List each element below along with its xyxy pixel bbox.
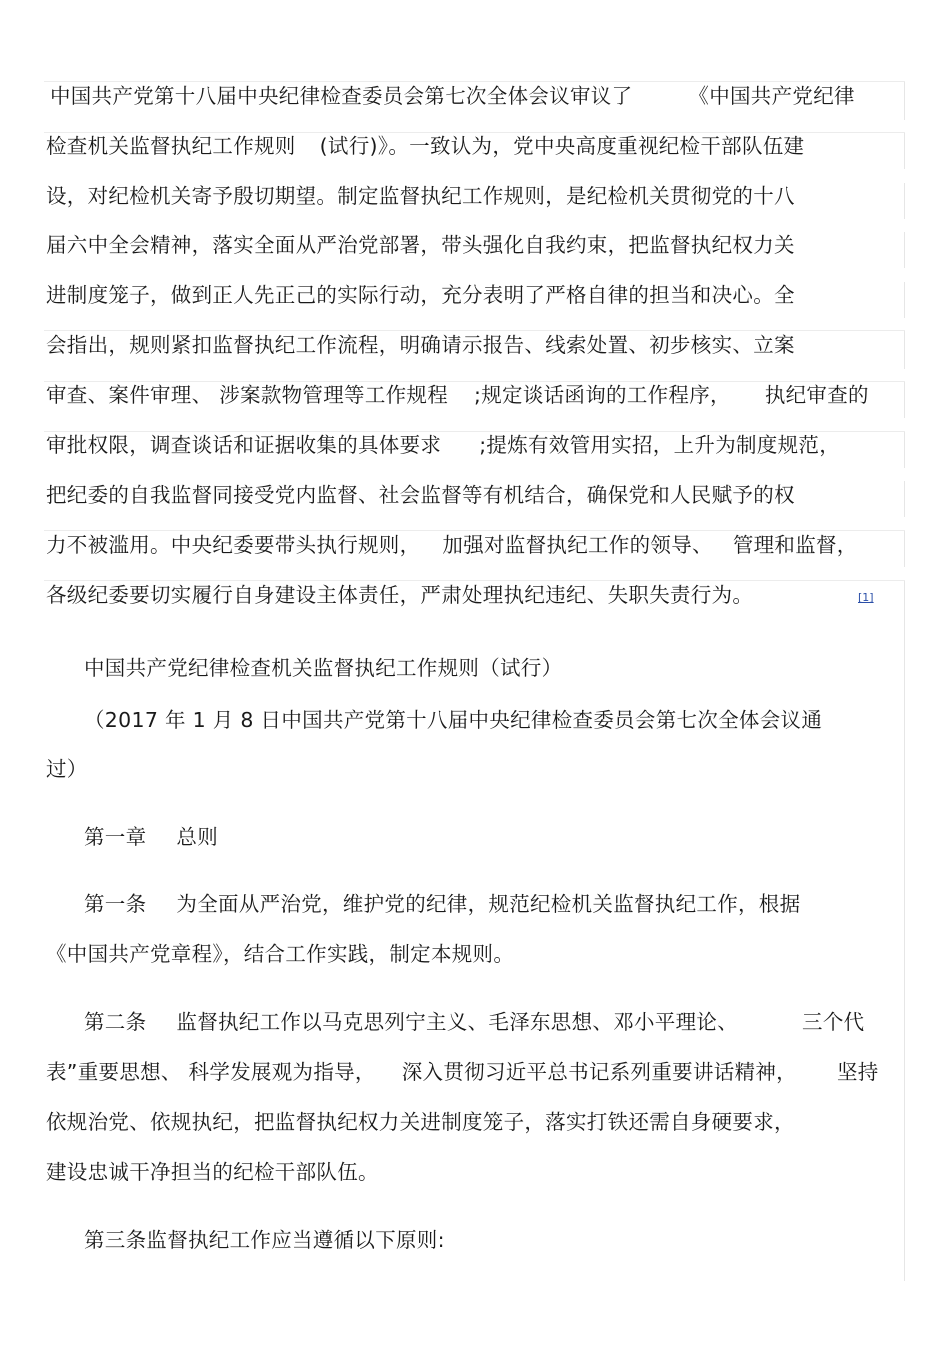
- text-run: 执纪审查的: [764, 383, 869, 407]
- edge-mark: [904, 531, 905, 567]
- article-2: [84, 1008, 864, 1036]
- rules-title: 中国共产党纪律检查机关监督执纪工作规则（试行）: [84, 656, 563, 680]
- text-run: 管理和监督，: [732, 533, 858, 557]
- preamble-line: 进制度笼子，做到正人先正己的实际行动，充分表明了严格自律的担当和决心。全: [46, 283, 795, 307]
- preamble-line: [50, 82, 855, 110]
- adoption-note: （2017 年 1 月 8 日中国共产党第十八届中央纪律检查委员会第七次全体会议通: [84, 708, 823, 732]
- edge-mark: [904, 282, 905, 318]
- preamble-line: [46, 381, 869, 409]
- preamble-line: 设，对纪检机关寄予殷切期望。制定监督执纪工作规则，是纪检机关贯彻党的十八: [46, 184, 795, 208]
- preamble-line: 届六中全会精神，落实全面从严治党部署，带头强化自我约束，把监督执纪权力关: [46, 233, 795, 257]
- chapter-number: 第一章: [84, 825, 147, 849]
- preamble-line: [46, 132, 804, 160]
- preamble-line: 会指出，规则紧扣监督执纪工作流程，明确请示报告、线索处置、初步核实、立案: [46, 333, 795, 357]
- text-run: 为全面从严治党，维护党的纪律，规范纪检机关监督执纪工作，根据: [176, 892, 801, 916]
- edge-mark: [904, 232, 905, 268]
- edge-mark: [904, 382, 905, 418]
- text-run: 三个代: [802, 1010, 865, 1034]
- edge-mark: [904, 432, 905, 468]
- article-1-cont: 《中国共产党章程》，结合工作实践，制定本规则。: [46, 942, 515, 966]
- edge-mark: [904, 331, 905, 369]
- edge-mark: [904, 82, 905, 120]
- adoption-note-cont: 过）: [46, 757, 88, 781]
- text-run: 深入贯彻习近平总书记系列重要讲话精神，: [401, 1060, 797, 1084]
- edge-mark: [904, 183, 905, 219]
- article-1: [84, 890, 800, 918]
- text-run: 坚持: [836, 1060, 879, 1084]
- article-number: 第二条: [84, 1010, 147, 1034]
- text-run: 审查、案件审理、 涉案款物管理等工作规程: [46, 383, 449, 407]
- article-2-cont: 建设忠诚干净担当的纪检干部队伍。: [46, 1160, 379, 1184]
- text-run: ;规定谈话函询的工作程序，: [474, 383, 731, 407]
- article-2-cont: [46, 1058, 879, 1086]
- preamble-line: 各级纪委要切实履行自身建设主体责任，严肃处理执纪违纪、失职失责行为。: [46, 583, 754, 607]
- text-run: 检查机关监督执纪工作规则: [46, 134, 296, 158]
- chapter-heading: [84, 823, 218, 851]
- article-2-cont: 依规治党、依规执纪，把监督执纪权力关进制度笼子，落实打铁还需自身硬要求，: [46, 1110, 795, 1134]
- text-run: 中国共产党第十八届中央纪律检查委员会第七次全体会议审议了: [50, 84, 633, 108]
- text-run: 加强对监督执纪工作的领导、: [442, 533, 713, 557]
- edge-mark: [904, 581, 905, 1281]
- chapter-title: 总则: [176, 825, 219, 849]
- preamble-line: [46, 431, 840, 459]
- preamble-line: 把纪委的自我监督同接受党内监督、社会监督等有机结合，确保党和人民赋予的权: [46, 483, 795, 507]
- article-number: 第一条: [84, 892, 147, 916]
- text-run: 力不被滥用。中央纪委要带头执行规则，: [46, 533, 421, 557]
- text-run: ;提炼有效管用实招，上升为制度规范，: [479, 433, 841, 457]
- footnote-link[interactable]: [1]: [858, 591, 874, 604]
- text-run: 《中国共产党纪律: [688, 84, 855, 108]
- text-run: 审批权限，调查谈话和证据收集的具体要求: [46, 433, 442, 457]
- edge-mark: [904, 481, 905, 517]
- text-run: (试行)》。一致认为，党中央高度重视纪检干部队伍建: [319, 134, 805, 158]
- preamble-line: [46, 531, 858, 559]
- text-run: 监督执纪工作以马克思列宁主义、毛泽东思想、邓小平理论、: [176, 1010, 739, 1034]
- text-run: 表”重要思想、 科学发展观为指导，: [46, 1060, 376, 1084]
- article-3: 第三条监督执纪工作应当遵循以下原则:: [84, 1228, 445, 1252]
- edge-mark: [904, 133, 905, 169]
